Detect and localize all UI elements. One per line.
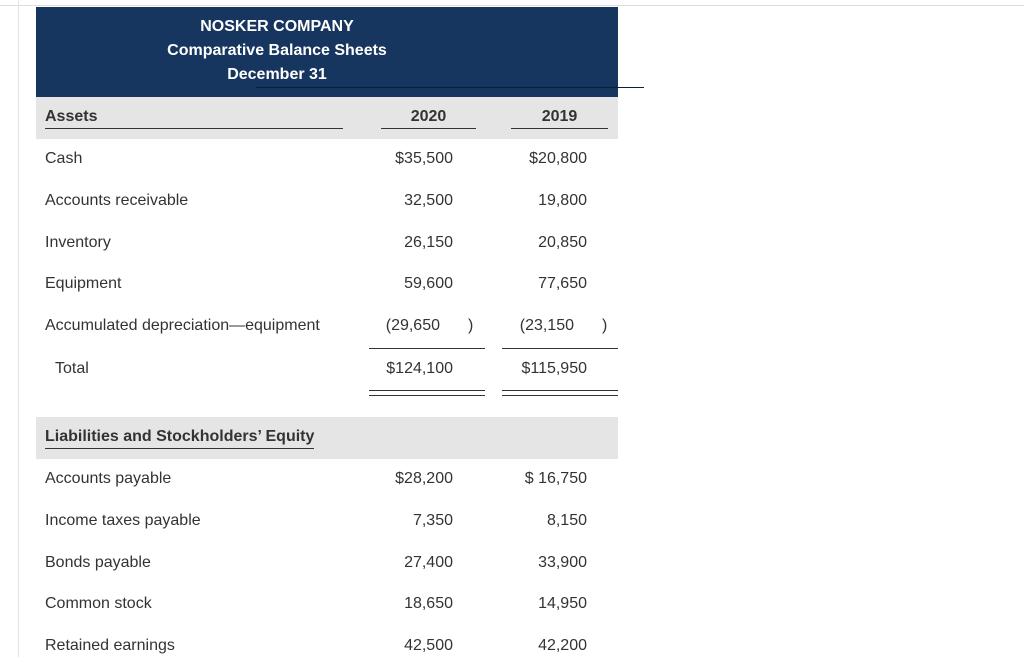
- top-divider: [0, 5, 1024, 6]
- value-2020: 7,350: [412, 512, 453, 529]
- value-2020: (29,650: [385, 317, 440, 334]
- value-2019: 8,150: [546, 512, 587, 529]
- row-label: Bonds payable: [45, 554, 151, 571]
- value-2020: 42,500: [404, 637, 453, 654]
- row-label: Retained earnings: [45, 637, 175, 654]
- row-label: Cash: [45, 150, 83, 167]
- value-2020: 26,150: [404, 234, 453, 251]
- value-2020: $35,500: [395, 150, 453, 167]
- close-paren: ): [602, 317, 608, 334]
- assets-section-label: Assets: [45, 108, 343, 129]
- value-2019: 19,800: [538, 192, 587, 209]
- left-divider: [18, 0, 19, 657]
- value-2019: 77,650: [538, 275, 587, 292]
- table-row: [36, 139, 618, 181]
- table-row: [36, 223, 618, 265]
- header-rule: [256, 87, 644, 88]
- value-2020: 59,600: [404, 275, 453, 292]
- close-paren: ): [468, 317, 474, 334]
- value-2019: $20,800: [529, 150, 587, 167]
- year-2020-header: 2020: [381, 108, 476, 129]
- row-label: Equipment: [45, 275, 122, 292]
- statement-title: Comparative Balance Sheets: [167, 42, 387, 59]
- table-row: [36, 584, 618, 626]
- table-row: [36, 181, 618, 223]
- value-2020: 18,650: [404, 595, 453, 612]
- statement-date: December 31: [227, 66, 327, 83]
- row-label: Accumulated depreciation—equipment: [45, 317, 320, 334]
- table-row: [36, 626, 618, 657]
- row-label: Accounts receivable: [45, 192, 189, 209]
- value-2020: $28,200: [395, 470, 453, 487]
- value-2019: 14,950: [538, 595, 587, 612]
- value-2020: 32,500: [404, 192, 453, 209]
- row-label: Inventory: [45, 234, 111, 251]
- table-row: [36, 459, 618, 501]
- row-label: Income taxes payable: [45, 512, 201, 529]
- value-2019: (23,150: [519, 317, 574, 334]
- row-label: Common stock: [45, 595, 152, 612]
- table-row: [36, 264, 618, 306]
- table-row: [36, 543, 618, 585]
- row-label: Total: [55, 360, 89, 377]
- liabilities-header-band: [36, 417, 618, 459]
- liabilities-section-label: Liabilities and Stockholders’ Equity: [45, 428, 314, 449]
- value-2020: $124,100: [386, 360, 453, 377]
- value-2019: 42,200: [538, 637, 587, 654]
- row-label: Accounts payable: [45, 470, 172, 487]
- value-2020: 27,400: [404, 554, 453, 571]
- table-row: [36, 306, 618, 348]
- total-double-rule-2019: [502, 390, 618, 396]
- table-row-total: [36, 349, 618, 391]
- table-row: [36, 501, 618, 543]
- year-2019-header: 2019: [511, 108, 608, 129]
- total-double-rule-2020: [369, 390, 485, 396]
- company-name: NOSKER COMPANY: [200, 18, 354, 35]
- value-2019: 20,850: [538, 234, 587, 251]
- value-2019: 33,900: [538, 554, 587, 571]
- statement-header: [36, 7, 618, 97]
- value-2019: $ 16,750: [524, 470, 587, 487]
- value-2019: $115,950: [521, 360, 587, 377]
- assets-header-band: [36, 97, 618, 139]
